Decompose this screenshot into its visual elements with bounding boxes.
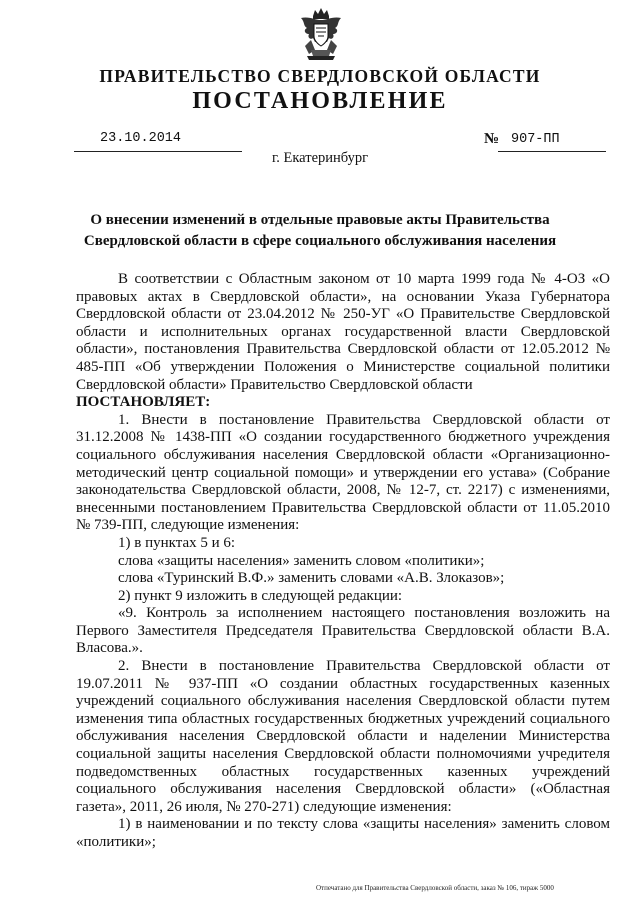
number-sign: № — [484, 131, 500, 147]
body-paragraph: В соответствии с Областным законом от 10 марта 1999 года № 4-ОЗ «О правовых актах в Свердловской области», на основании Указа Губернатора Свердловской области от 23.04.2012 № 250-УГ «О Правительстве Свердловской области и исполнительных органах государственной власти Свердловской области», постановления Правительства Свердловской области от 12.05.2012 № 485-ПП «Об утверждении Положения о Министерстве социальной политики Свердловской области» Правительство Свердловской области — [76, 271, 610, 393]
body-paragraph: 2) пункт 9 изложить в следующей редакции: — [118, 587, 403, 604]
document-number: 907-ПП — [511, 132, 560, 147]
body-paragraph: слова «защиты населения» заменить словом «политики»; — [118, 552, 485, 569]
body-paragraph: 2. Внести в постановление Правительства Свердловской области от 19.07.2011 № 937-ПП «О создании областных государственных казенных учреждений социального обслуживания населения Свердловской области путем изменения типа областных государственных бюджетных учреждений социального обслуживания населения Свердловской области и наделении Министерства социальной защиты населения Свердловской области полномочиями учредителя подведомственных областных государственных казенных учреждений социального обслуживания населения Свердловской области» («Областная газета», 2011, 26 июля, № 270-271) следующие изменения: — [76, 658, 610, 815]
title-line: Свердловской области в сфере социального обслуживания населения — [83, 233, 557, 249]
title-line: О внесении изменений в отдельные правовые акты Правительства — [90, 212, 550, 228]
body-paragraph: 1) в пунктах 5 и 6: — [118, 534, 236, 551]
resolution-keyword: ПОСТАНОВЛЯЕТ: — [76, 394, 211, 411]
government-name: ПРАВИТЕЛЬСТВО СВЕРДЛОВСКОЙ ОБЛАСТИ — [99, 66, 541, 86]
coat-of-arms-icon — [297, 6, 345, 64]
print-footer: Отпечатано для Правительства Свердловской области, заказ № 106, тираж 5000 — [316, 884, 554, 892]
document-date: 23.10.2014 — [100, 131, 182, 146]
document-type: ПОСТАНОВЛЕНИЕ — [192, 88, 448, 114]
body-paragraph: 1. Внести в постановление Правительства Свердловской области от 31.12.2008 № 1438-ПП «О создании государственного бюджетного учреждения социального обслуживания населения Свердловской области «Организационно-методический центр социальной помощи» и утверждении его устава» (Собрание законодательства Свердловской области, 2008, № 12-7, ст. 2217) с изменениями, внесенными постановлением Правительства Свердловской области от 11.05.2010 № 739-ПП, следующие изменения: — [76, 411, 610, 534]
body-paragraph: «9. Контроль за исполнением настоящего постановления возложить на Первого Заместителя Председателя Правительства Свердловской области В.А. Власова.». — [76, 605, 610, 657]
document-title — [60, 210, 580, 252]
body-paragraph: 1) в наименовании и по тексту слова «защиты населения» заменить словом «политики»; — [76, 816, 610, 850]
city: г. Екатеринбург — [271, 150, 369, 166]
document-body — [76, 271, 610, 852]
body-paragraph: слова «Туринский В.Ф.» заменить словами «А.В. Злоказов»; — [118, 570, 505, 587]
